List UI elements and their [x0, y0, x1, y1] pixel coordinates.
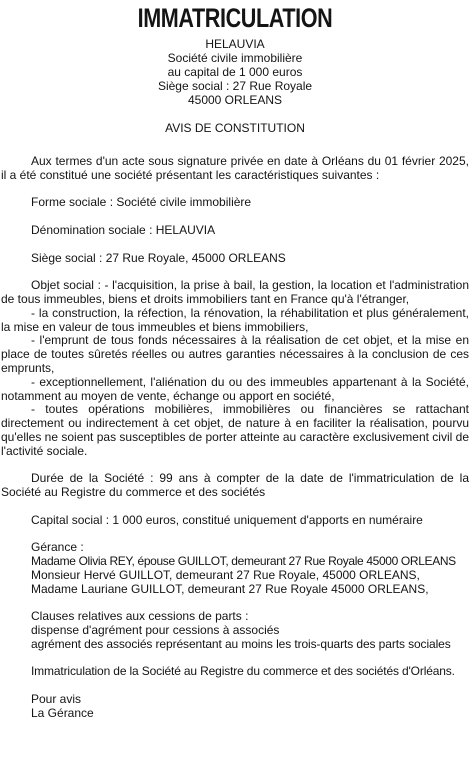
gerance-member: Monsieur Hervé GUILLOT, demeurant 27 Rue Royale, 45000 ORLEANS,	[31, 567, 420, 582]
siege-social: Siège social : 27 Rue Royale, 45000 ORLEANS	[31, 250, 286, 265]
company-city: 45000 ORLEANS	[187, 93, 283, 107]
signature-pour-avis: Pour avis	[31, 692, 82, 707]
signature-gerance: La Gérance	[31, 705, 94, 720]
objet-item: - exceptionnellement, l'aliénation du ou des immeubles appartenant à la Société, notamment au moyen de vente, échange ou apport en société,	[1, 374, 469, 403]
capital-social: Capital social : 1 000 euros, constitué uniquement d'apports en numéraire	[31, 512, 423, 527]
objet-item: - toutes opérations mobilières, immobilières ou financières se rattachant directement ou indirectement à cet objet, de nature à en faciliter la réalisation, pourvu qu'elles ne soient pas susceptibles de porter atteinte au caractère exclusivement civil de l'activité sociale.	[1, 402, 469, 458]
objet-first: Objet social : - l'acquisition, la prise à bail, la gestion, la location et l'administration de tous immeubles, biens et droits immobiliers tant en France qu'à l'étranger,	[1, 278, 469, 306]
signature-block	[1, 693, 469, 721]
notice-title: IMMATRICULATION	[137, 3, 333, 33]
clauses-line: dispense d'agrément pour cessions à associés	[31, 623, 280, 638]
company-form: Société civile immobilière	[167, 51, 303, 65]
gerance-label: Gérance :	[31, 540, 84, 555]
company-siege: Siège social : 27 Rue Royale	[157, 79, 313, 93]
gerance-member: Madame Lauriane GUILLOT, demeurant 27 Rue Royale 45000 ORLEANS,	[31, 581, 429, 596]
intro-paragraph: Aux termes d'un acte sous signature privée en date à Orléans du 01 février 2025, il a été constitué une société présentant les caractéristiques suivantes :	[1, 154, 469, 182]
denomination-sociale: Dénomination sociale : HELAUVIA	[31, 222, 216, 237]
clauses-label: Clauses relatives aux cessions de parts :	[31, 609, 249, 624]
company-name: HELAUVIA	[205, 37, 265, 51]
objet-item: - l'emprunt de tous fonds nécessaires à la réalisation de cet objet, et la mise en place de toutes sûretés réelles ou autres garanties nécessaires à la conclusion de ces emprunts,	[1, 333, 469, 375]
clauses-block	[1, 610, 469, 651]
objet-item: - la construction, la réfection, la rénovation, la réhabilitation et plus généralement, la mise en valeur de tous immeubles et biens immobiliers,	[1, 305, 469, 334]
gerance-block	[1, 541, 469, 596]
immatriculation-rcs: Immatriculation de la Société au Registre du commerce et des sociétés d'Orléans.	[31, 664, 455, 679]
notice-body	[1, 155, 469, 721]
company-header	[1, 37, 469, 107]
forme-sociale: Forme sociale : Société civile immobilière	[31, 195, 252, 210]
company-capital: au capital de 1 000 euros	[167, 65, 303, 79]
gerance-member: Madame Olivia REY, épouse GUILLOT, demeurant 27 Rue Royale 45000 ORLEANS	[31, 554, 456, 569]
clauses-line: agrément des associés représentant au moins les trois-quarts des parts sociales	[31, 636, 451, 651]
objet-social	[1, 279, 469, 458]
duree-societe: Durée de la Société : 99 ans à compter de la date de l'immatriculation de la Société au Registre du commerce et des sociétés	[1, 471, 469, 500]
notice-subtitle: AVIS DE CONSTITUTION	[165, 121, 305, 135]
